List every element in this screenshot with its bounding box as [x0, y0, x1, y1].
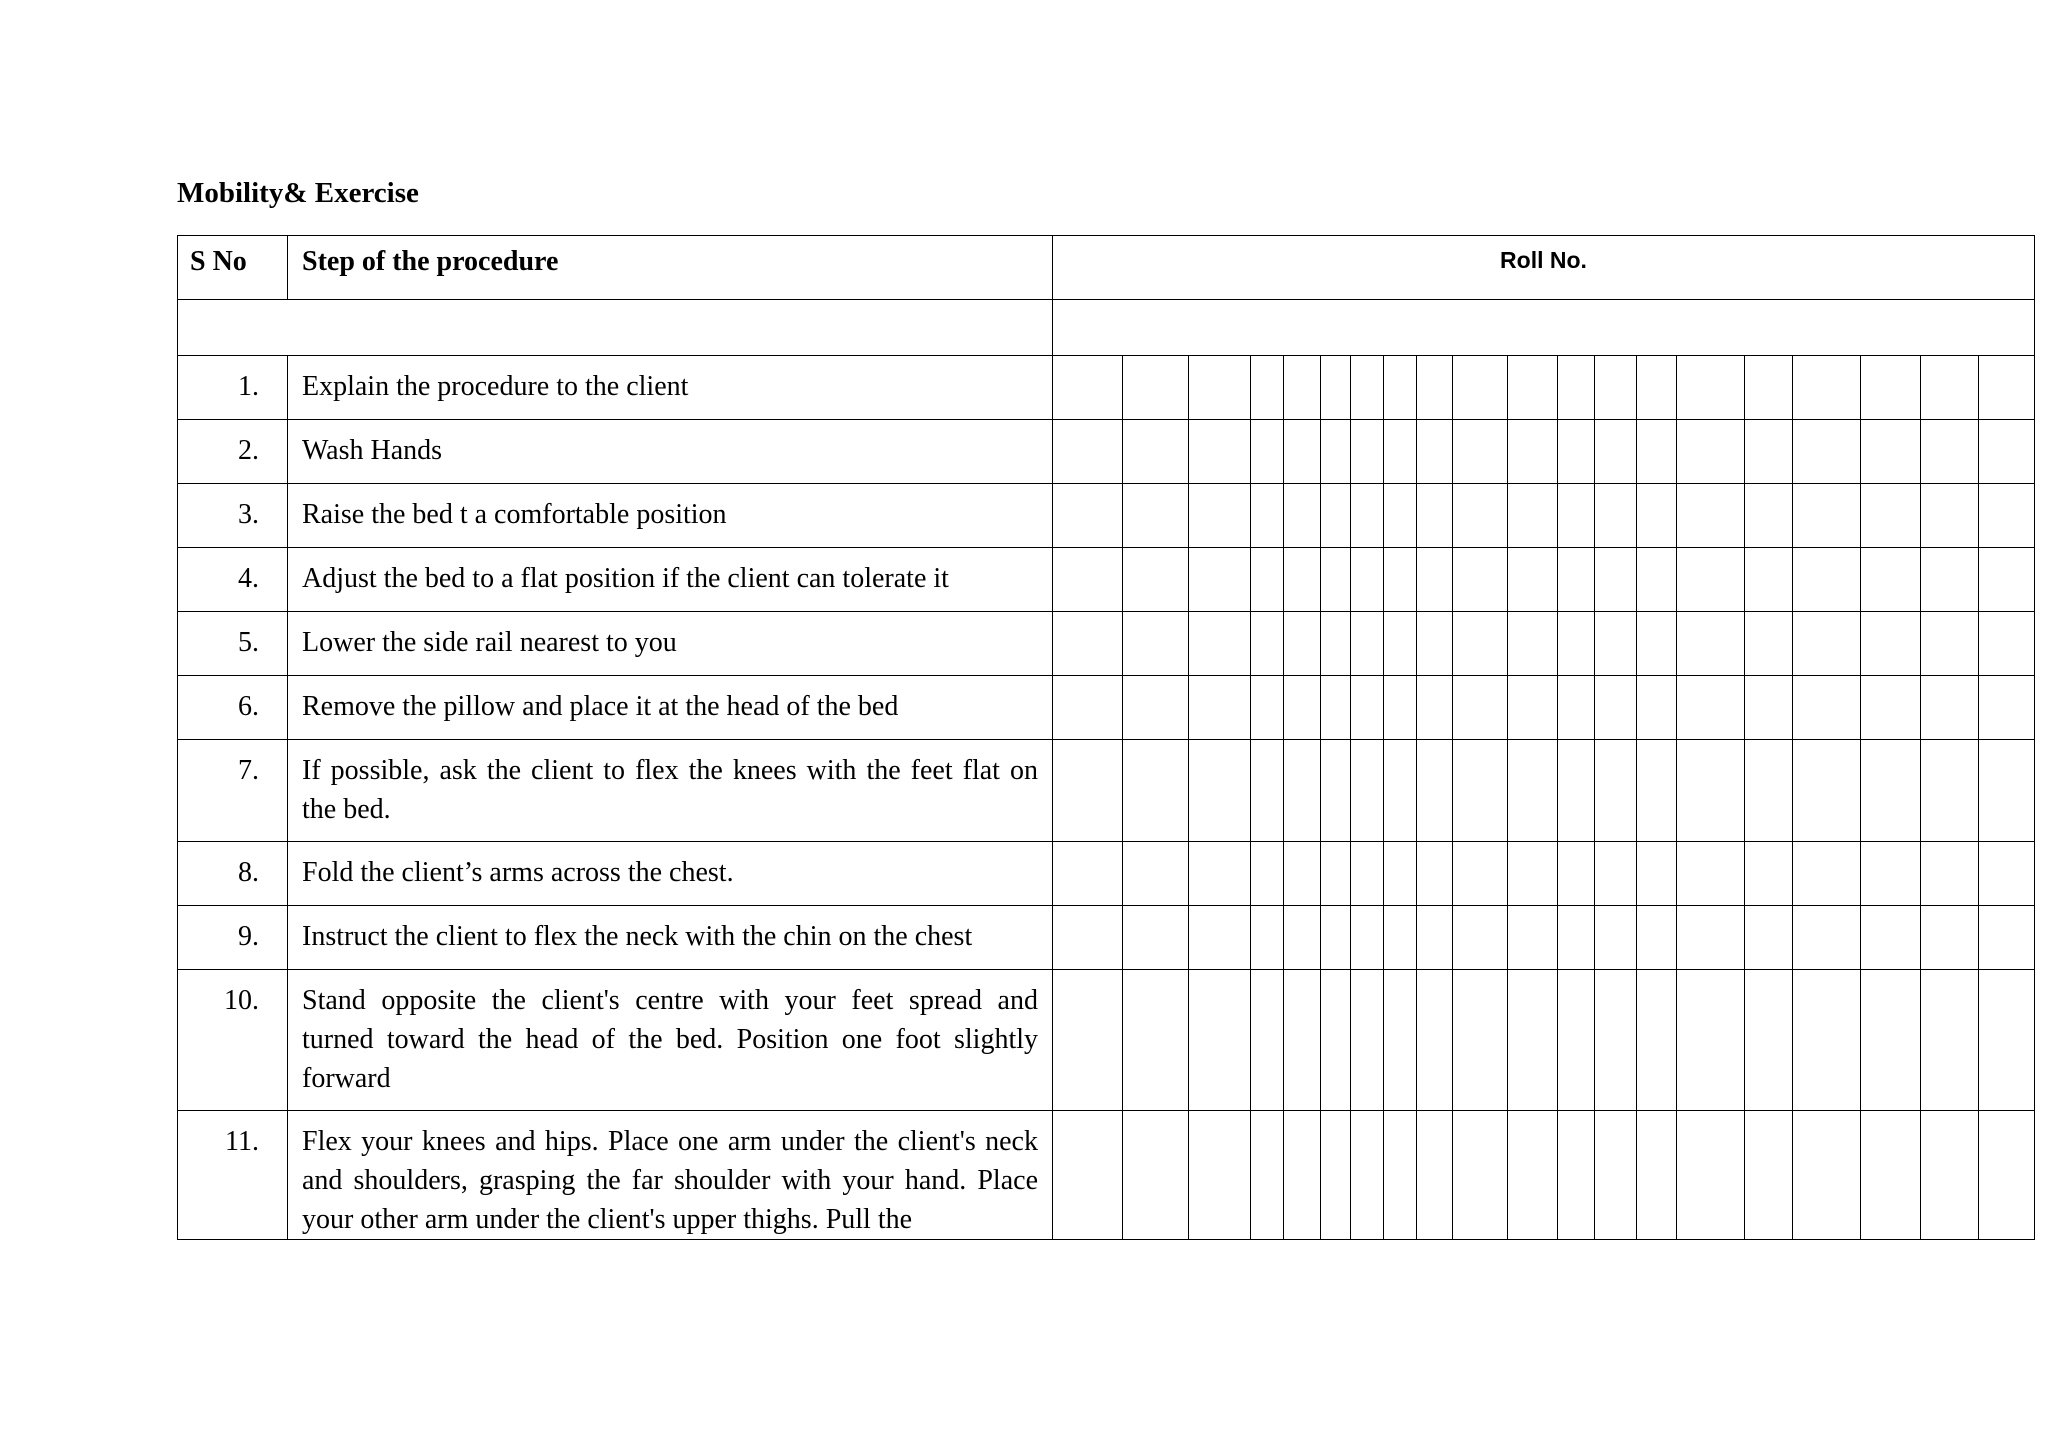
- roll-mark-cell[interactable]: [1793, 970, 1861, 1111]
- roll-mark-cell[interactable]: [1793, 906, 1861, 970]
- roll-mark-cell[interactable]: [1745, 548, 1793, 612]
- roll-mark-cell[interactable]: [1979, 1111, 2035, 1240]
- roll-mark-cell[interactable]: [1508, 740, 1558, 842]
- roll-mark-cell[interactable]: [1793, 740, 1861, 842]
- step-text: If possible, ask the client to flex the knees with the feet flat on the bed.: [288, 740, 1053, 842]
- roll-mark-cell[interactable]: [1595, 842, 1637, 906]
- roll-mark-cell[interactable]: [1508, 612, 1558, 676]
- roll-mark-cell[interactable]: [1637, 612, 1677, 676]
- sno-header: S No: [178, 236, 288, 300]
- roll-mark-cell[interactable]: [1793, 548, 1861, 612]
- roll-mark-cell[interactable]: [1637, 548, 1677, 612]
- roll-mark-cell[interactable]: [1861, 676, 1921, 740]
- roll-mark-cell[interactable]: [1123, 548, 1189, 612]
- roll-mark-cell[interactable]: [1558, 356, 1595, 420]
- roll-mark-cell[interactable]: [1979, 906, 2035, 970]
- step-text: Remove the pillow and place it at the head of the bed: [288, 676, 1053, 740]
- roll-mark-cell[interactable]: [1745, 356, 1793, 420]
- roll-mark-cell[interactable]: [1351, 970, 1384, 1111]
- roll-mark-cell[interactable]: [1284, 356, 1321, 420]
- roll-mark-cell[interactable]: [1861, 1111, 1921, 1240]
- roll-mark-cell[interactable]: [1284, 484, 1321, 548]
- roll-mark-cell[interactable]: [1123, 484, 1189, 548]
- roll-mark-cell[interactable]: [1123, 676, 1189, 740]
- step-number: 10.: [178, 970, 288, 1111]
- roll-mark-cell[interactable]: [1453, 1111, 1508, 1240]
- roll-mark-cell[interactable]: [1189, 740, 1251, 842]
- roll-mark-cell[interactable]: [1351, 484, 1384, 548]
- roll-mark-cell[interactable]: [1189, 970, 1251, 1111]
- roll-mark-cell[interactable]: [1351, 842, 1384, 906]
- roll-mark-cell[interactable]: [1979, 676, 2035, 740]
- roll-mark-cell[interactable]: [1453, 970, 1508, 1111]
- roll-mark-cell[interactable]: [1637, 970, 1677, 1111]
- roll-mark-cell[interactable]: [1861, 548, 1921, 612]
- roll-mark-cell[interactable]: [1558, 420, 1595, 484]
- roll-mark-cell[interactable]: [1453, 740, 1508, 842]
- roll-mark-cell[interactable]: [1861, 484, 1921, 548]
- roll-mark-cell[interactable]: [1053, 740, 1123, 842]
- roll-mark-cell[interactable]: [1861, 970, 1921, 1111]
- roll-mark-cell[interactable]: [1861, 612, 1921, 676]
- step-text: Instruct the client to flex the neck with the chin on the chest: [288, 906, 1053, 970]
- roll-mark-cell[interactable]: [1284, 740, 1321, 842]
- step-number: 8.: [178, 842, 288, 906]
- roll-mark-cell[interactable]: [1793, 842, 1861, 906]
- roll-mark-cell[interactable]: [1189, 612, 1251, 676]
- roll-mark-cell[interactable]: [1251, 420, 1284, 484]
- roll-no-header: Roll No.: [1053, 236, 2035, 300]
- roll-mark-cell[interactable]: [1321, 356, 1351, 420]
- roll-mark-cell[interactable]: [1595, 484, 1637, 548]
- roll-mark-cell[interactable]: [1351, 548, 1384, 612]
- roll-mark-cell[interactable]: [1979, 740, 2035, 842]
- roll-mark-cell[interactable]: [1595, 356, 1637, 420]
- roll-mark-cell[interactable]: [1189, 1111, 1251, 1240]
- roll-mark-cell[interactable]: [1921, 676, 1979, 740]
- roll-mark-cell[interactable]: [1745, 1111, 1793, 1240]
- roll-mark-cell[interactable]: [1558, 906, 1595, 970]
- roll-mark-cell[interactable]: [1284, 676, 1321, 740]
- roll-mark-cell[interactable]: [1417, 842, 1453, 906]
- roll-mark-cell[interactable]: [1861, 740, 1921, 842]
- roll-mark-cell[interactable]: [1189, 676, 1251, 740]
- step-number: 1.: [178, 356, 288, 420]
- table-row: [178, 548, 2035, 612]
- roll-mark-cell[interactable]: [1595, 906, 1637, 970]
- table-subheader-row: [178, 300, 2035, 356]
- roll-mark-cell[interactable]: [1453, 612, 1508, 676]
- roll-mark-cell[interactable]: [1979, 420, 2035, 484]
- roll-mark-cell[interactable]: [1417, 356, 1453, 420]
- roll-mark-cell[interactable]: [1321, 1111, 1351, 1240]
- table-header-row: [178, 236, 2035, 300]
- roll-mark-cell[interactable]: [1284, 1111, 1321, 1240]
- roll-mark-cell[interactable]: [1745, 484, 1793, 548]
- roll-mark-cell[interactable]: [1745, 740, 1793, 842]
- roll-mark-cell[interactable]: [1637, 356, 1677, 420]
- roll-mark-cell[interactable]: [1384, 676, 1417, 740]
- step-number: 3.: [178, 484, 288, 548]
- roll-mark-cell[interactable]: [1677, 740, 1745, 842]
- roll-mark-cell[interactable]: [1558, 740, 1595, 842]
- roll-mark-cell[interactable]: [1417, 740, 1453, 842]
- roll-mark-cell[interactable]: [1453, 420, 1508, 484]
- roll-mark-cell[interactable]: [1793, 676, 1861, 740]
- roll-mark-cell[interactable]: [1793, 1111, 1861, 1240]
- roll-mark-cell[interactable]: [1595, 548, 1637, 612]
- table-row: [178, 740, 2035, 842]
- roll-mark-cell[interactable]: [1417, 1111, 1453, 1240]
- roll-mark-cell[interactable]: [1351, 420, 1384, 484]
- roll-mark-cell[interactable]: [1921, 484, 1979, 548]
- roll-mark-cell[interactable]: [1921, 842, 1979, 906]
- step-number: 4.: [178, 548, 288, 612]
- roll-mark-cell[interactable]: [1793, 612, 1861, 676]
- roll-mark-cell[interactable]: [1251, 970, 1284, 1111]
- roll-mark-cell[interactable]: [1384, 842, 1417, 906]
- roll-mark-cell[interactable]: [1453, 356, 1508, 420]
- roll-mark-cell[interactable]: [1508, 420, 1558, 484]
- table-row: [178, 970, 2035, 1111]
- step-number: 9.: [178, 906, 288, 970]
- roll-mark-cell[interactable]: [1745, 612, 1793, 676]
- roll-mark-cell[interactable]: [1595, 612, 1637, 676]
- roll-mark-cell[interactable]: [1861, 906, 1921, 970]
- table-row: [178, 676, 2035, 740]
- roll-mark-cell[interactable]: [1384, 612, 1417, 676]
- roll-mark-cell[interactable]: [1595, 1111, 1637, 1240]
- step-text: Adjust the bed to a flat position if the client can tolerate it: [288, 548, 1053, 612]
- roll-mark-cell[interactable]: [1921, 548, 1979, 612]
- roll-mark-cell[interactable]: [1637, 906, 1677, 970]
- roll-mark-cell[interactable]: [1677, 842, 1745, 906]
- roll-mark-cell[interactable]: [1384, 420, 1417, 484]
- roll-mark-cell[interactable]: [1979, 484, 2035, 548]
- roll-mark-cell[interactable]: [1351, 676, 1384, 740]
- roll-mark-cell[interactable]: [1595, 740, 1637, 842]
- roll-mark-cell[interactable]: [1053, 612, 1123, 676]
- roll-mark-cell[interactable]: [1123, 842, 1189, 906]
- step-text: Stand opposite the client's centre with your feet spread and turned toward the head of the bed. Position one foot slightly forward: [288, 970, 1053, 1111]
- page-title: Mobility& Exercise: [177, 177, 419, 209]
- roll-mark-cell[interactable]: [1321, 484, 1351, 548]
- roll-mark-cell[interactable]: [1453, 842, 1508, 906]
- roll-mark-cell[interactable]: [1417, 612, 1453, 676]
- roll-mark-cell[interactable]: [1921, 612, 1979, 676]
- step-text: Lower the side rail nearest to you: [288, 612, 1053, 676]
- roll-mark-cell[interactable]: [1384, 970, 1417, 1111]
- roll-mark-cell[interactable]: [1284, 842, 1321, 906]
- roll-mark-cell[interactable]: [1745, 906, 1793, 970]
- roll-mark-cell[interactable]: [1321, 676, 1351, 740]
- roll-mark-cell[interactable]: [1558, 548, 1595, 612]
- roll-mark-cell[interactable]: [1453, 484, 1508, 548]
- roll-mark-cell[interactable]: [1921, 1111, 1979, 1240]
- roll-mark-cell[interactable]: [1053, 1111, 1123, 1240]
- roll-mark-cell[interactable]: [1053, 970, 1123, 1111]
- roll-mark-cell[interactable]: [1595, 676, 1637, 740]
- roll-mark-cell[interactable]: [1351, 740, 1384, 842]
- roll-mark-cell[interactable]: [1979, 612, 2035, 676]
- table-row: [178, 356, 2035, 420]
- roll-mark-cell[interactable]: [1861, 842, 1921, 906]
- roll-mark-cell[interactable]: [1861, 420, 1921, 484]
- roll-mark-cell[interactable]: [1979, 356, 2035, 420]
- roll-mark-cell[interactable]: [1189, 420, 1251, 484]
- roll-mark-cell[interactable]: [1251, 548, 1284, 612]
- roll-mark-cell[interactable]: [1384, 1111, 1417, 1240]
- roll-mark-cell[interactable]: [1189, 842, 1251, 906]
- roll-mark-cell[interactable]: [1123, 356, 1189, 420]
- table-row: [178, 420, 2035, 484]
- roll-mark-cell[interactable]: [1637, 484, 1677, 548]
- roll-mark-cell[interactable]: [1979, 970, 2035, 1111]
- roll-mark-cell[interactable]: [1637, 676, 1677, 740]
- roll-mark-cell[interactable]: [1251, 842, 1284, 906]
- roll-mark-cell[interactable]: [1321, 906, 1351, 970]
- step-text: Fold the client’s arms across the chest.: [288, 842, 1053, 906]
- step-text: Wash Hands: [288, 420, 1053, 484]
- roll-mark-cell[interactable]: [1979, 548, 2035, 612]
- roll-mark-cell[interactable]: [1351, 612, 1384, 676]
- step-text: Explain the procedure to the client: [288, 356, 1053, 420]
- roll-mark-cell[interactable]: [1417, 970, 1453, 1111]
- roll-mark-cell[interactable]: [1053, 356, 1123, 420]
- roll-mark-cell[interactable]: [1677, 1111, 1745, 1240]
- roll-mark-cell[interactable]: [1384, 548, 1417, 612]
- roll-mark-cell[interactable]: [1508, 484, 1558, 548]
- roll-mark-cell[interactable]: [1677, 420, 1745, 484]
- roll-mark-cell[interactable]: [1321, 842, 1351, 906]
- roll-mark-cell[interactable]: [1351, 906, 1384, 970]
- roll-mark-cell[interactable]: [1417, 906, 1453, 970]
- roll-mark-cell[interactable]: [1351, 356, 1384, 420]
- roll-mark-cell[interactable]: [1453, 906, 1508, 970]
- table-row: [178, 906, 2035, 970]
- roll-mark-cell[interactable]: [1321, 612, 1351, 676]
- roll-mark-cell[interactable]: [1508, 1111, 1558, 1240]
- roll-mark-cell[interactable]: [1417, 676, 1453, 740]
- roll-mark-cell[interactable]: [1979, 842, 2035, 906]
- roll-mark-cell[interactable]: [1637, 842, 1677, 906]
- roll-mark-cell[interactable]: [1453, 676, 1508, 740]
- roll-mark-cell[interactable]: [1123, 612, 1189, 676]
- roll-mark-cell[interactable]: [1793, 420, 1861, 484]
- roll-mark-cell[interactable]: [1558, 484, 1595, 548]
- roll-mark-cell[interactable]: [1053, 420, 1123, 484]
- roll-mark-cell[interactable]: [1677, 548, 1745, 612]
- roll-mark-cell[interactable]: [1053, 906, 1123, 970]
- table-row: [178, 612, 2035, 676]
- roll-mark-cell[interactable]: [1384, 906, 1417, 970]
- roll-mark-cell[interactable]: [1189, 484, 1251, 548]
- roll-mark-cell[interactable]: [1677, 356, 1745, 420]
- roll-mark-cell[interactable]: [1677, 612, 1745, 676]
- roll-mark-cell[interactable]: [1123, 906, 1189, 970]
- roll-mark-cell[interactable]: [1384, 356, 1417, 420]
- roll-mark-cell[interactable]: [1284, 420, 1321, 484]
- roll-no-subheader-cell: [1053, 300, 2035, 356]
- roll-mark-cell[interactable]: [1251, 356, 1284, 420]
- roll-mark-cell[interactable]: [1251, 1111, 1284, 1240]
- roll-mark-cell[interactable]: [1417, 420, 1453, 484]
- roll-mark-cell[interactable]: [1508, 842, 1558, 906]
- roll-mark-cell[interactable]: [1284, 612, 1321, 676]
- roll-mark-cell[interactable]: [1745, 676, 1793, 740]
- roll-mark-cell[interactable]: [1284, 906, 1321, 970]
- step-number: 11.: [178, 1111, 288, 1240]
- roll-mark-cell[interactable]: [1861, 356, 1921, 420]
- roll-mark-cell[interactable]: [1558, 970, 1595, 1111]
- roll-mark-cell[interactable]: [1677, 906, 1745, 970]
- roll-mark-cell[interactable]: [1251, 484, 1284, 548]
- step-text: Raise the bed t a comfortable position: [288, 484, 1053, 548]
- roll-mark-cell[interactable]: [1508, 356, 1558, 420]
- roll-mark-cell[interactable]: [1637, 740, 1677, 842]
- roll-mark-cell[interactable]: [1595, 970, 1637, 1111]
- roll-mark-cell[interactable]: [1508, 548, 1558, 612]
- roll-mark-cell[interactable]: [1123, 1111, 1189, 1240]
- roll-mark-cell[interactable]: [1745, 420, 1793, 484]
- roll-mark-cell[interactable]: [1384, 484, 1417, 548]
- roll-mark-cell[interactable]: [1053, 676, 1123, 740]
- roll-mark-cell[interactable]: [1745, 842, 1793, 906]
- roll-mark-cell[interactable]: [1123, 420, 1189, 484]
- roll-mark-cell[interactable]: [1053, 484, 1123, 548]
- roll-mark-cell[interactable]: [1284, 548, 1321, 612]
- roll-mark-cell[interactable]: [1123, 970, 1189, 1111]
- table-row: [178, 484, 2035, 548]
- roll-mark-cell[interactable]: [1677, 970, 1745, 1111]
- roll-mark-cell[interactable]: [1921, 356, 1979, 420]
- roll-mark-cell[interactable]: [1351, 1111, 1384, 1240]
- roll-mark-cell[interactable]: [1123, 740, 1189, 842]
- roll-mark-cell[interactable]: [1558, 1111, 1595, 1240]
- roll-mark-cell[interactable]: [1053, 548, 1123, 612]
- roll-mark-cell[interactable]: [1921, 420, 1979, 484]
- roll-mark-cell[interactable]: [1508, 906, 1558, 970]
- roll-mark-cell[interactable]: [1053, 842, 1123, 906]
- roll-mark-cell[interactable]: [1793, 356, 1861, 420]
- roll-mark-cell[interactable]: [1595, 420, 1637, 484]
- roll-mark-cell[interactable]: [1921, 970, 1979, 1111]
- roll-mark-cell[interactable]: [1558, 842, 1595, 906]
- roll-mark-cell[interactable]: [1637, 420, 1677, 484]
- roll-mark-cell[interactable]: [1677, 484, 1745, 548]
- roll-mark-cell[interactable]: [1189, 356, 1251, 420]
- roll-mark-cell[interactable]: [1417, 484, 1453, 548]
- roll-mark-cell[interactable]: [1251, 740, 1284, 842]
- table-row: [178, 1111, 2035, 1240]
- step-header: Step of the procedure: [288, 236, 1053, 300]
- roll-mark-cell[interactable]: [1189, 906, 1251, 970]
- roll-mark-cell[interactable]: [1793, 484, 1861, 548]
- roll-mark-cell[interactable]: [1251, 906, 1284, 970]
- roll-mark-cell[interactable]: [1508, 676, 1558, 740]
- roll-mark-cell[interactable]: [1189, 548, 1251, 612]
- roll-mark-cell[interactable]: [1637, 1111, 1677, 1240]
- roll-mark-cell[interactable]: [1321, 740, 1351, 842]
- roll-mark-cell[interactable]: [1321, 548, 1351, 612]
- step-number: 2.: [178, 420, 288, 484]
- step-text: Flex your knees and hips. Place one arm under the client's neck and shoulders, grasping the far shoulder with your hand. Place your other arm under the client's upper thighs. Pull the: [288, 1111, 1053, 1240]
- roll-mark-cell[interactable]: [1558, 612, 1595, 676]
- roll-mark-cell[interactable]: [1558, 676, 1595, 740]
- subheader-blank-cell: [178, 300, 1053, 356]
- step-number: 6.: [178, 676, 288, 740]
- step-number: 7.: [178, 740, 288, 842]
- procedure-checklist-table: [177, 235, 2035, 1240]
- roll-mark-cell[interactable]: [1417, 548, 1453, 612]
- roll-mark-cell[interactable]: [1921, 906, 1979, 970]
- roll-mark-cell[interactable]: [1453, 548, 1508, 612]
- roll-mark-cell[interactable]: [1251, 676, 1284, 740]
- step-number: 5.: [178, 612, 288, 676]
- roll-mark-cell[interactable]: [1745, 970, 1793, 1111]
- roll-mark-cell[interactable]: [1921, 740, 1979, 842]
- roll-mark-cell[interactable]: [1251, 612, 1284, 676]
- roll-mark-cell[interactable]: [1321, 970, 1351, 1111]
- roll-mark-cell[interactable]: [1384, 740, 1417, 842]
- roll-mark-cell[interactable]: [1284, 970, 1321, 1111]
- roll-mark-cell[interactable]: [1508, 970, 1558, 1111]
- roll-mark-cell[interactable]: [1321, 420, 1351, 484]
- roll-mark-cell[interactable]: [1677, 676, 1745, 740]
- table-row: [178, 842, 2035, 906]
